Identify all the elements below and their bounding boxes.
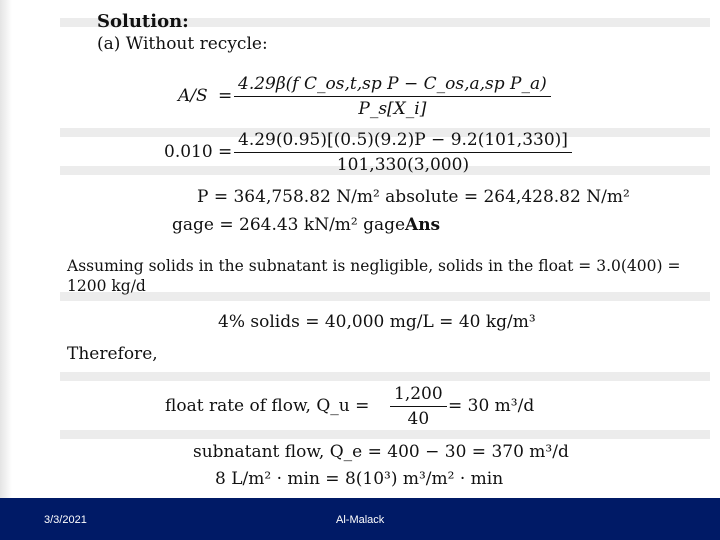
eq1-denominator: P_s[X_i]: [358, 99, 427, 119]
solids-percentage: 4% solids = 40,000 mg/L = 40 kg/m³: [218, 312, 536, 332]
float-rate-numerator: 1,200: [390, 384, 447, 407]
eq1-lhs: A/S: [178, 86, 208, 106]
pressure-gage: gage = 264.43 kN/m² gage: [172, 215, 406, 235]
footer-date: 3/3/2021: [44, 514, 87, 526]
therefore-label: Therefore,: [67, 344, 158, 364]
footer-author: Al-Malack: [336, 514, 385, 526]
eq1-fraction: [234, 74, 551, 119]
float-rate-fraction: [390, 384, 447, 429]
part-a-heading: (a) Without recycle:: [97, 34, 268, 54]
eq2-numerator: 4.29(0.95)[(0.5)(9.2)P − 9.2(101,330)]: [234, 130, 572, 153]
assumption-line-1: Assuming solids in the subnatant is negligible, solids in the float = 3.0(400) =: [67, 257, 681, 275]
eq2-lhs: 0.010: [164, 142, 213, 162]
answer-label: Ans: [405, 215, 441, 235]
eq2-equals: =: [218, 142, 233, 162]
eq1-numerator: 4.29β(f C_os,t,sp P − C_os,a,sp P_a): [234, 74, 551, 97]
float-rate-result: = 30 m³/d: [448, 396, 535, 416]
solution-heading: Solution:: [97, 11, 189, 32]
eq2-denominator: 101,330(3,000): [336, 155, 470, 175]
pressure-result: P = 364,758.82 N/m² absolute = 264,428.82 N/m²: [197, 187, 630, 207]
subnatant-flow: subnatant flow, Q_e = 400 − 30 = 370 m³/d: [193, 442, 569, 462]
loading-rate: 8 L/m² · min = 8(10³) m³/m² · min: [215, 469, 504, 489]
float-rate-denominator: 40: [407, 409, 430, 429]
eq2-fraction: [234, 130, 572, 175]
assumption-line-2: 1200 kg/d: [67, 277, 146, 295]
float-rate-label: float rate of flow, Q_u =: [165, 396, 370, 416]
eq1-equals: =: [218, 86, 233, 106]
slide-footer: [0, 498, 720, 540]
